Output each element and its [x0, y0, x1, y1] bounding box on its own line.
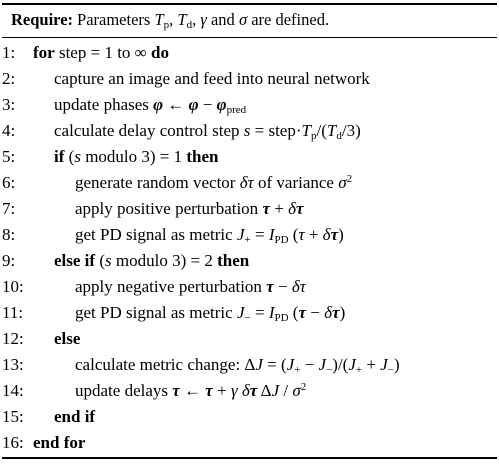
line-number: 9:	[2, 251, 16, 270]
algorithm-lines	[2, 40, 497, 456]
algorithm-line	[2, 352, 497, 378]
algorithm-line	[2, 144, 497, 170]
line-number: 16:	[2, 433, 24, 452]
line-number: 15:	[2, 407, 24, 426]
algorithm-line	[2, 40, 497, 66]
algorithm-line	[2, 274, 497, 300]
line-number: 11:	[2, 303, 24, 322]
algorithm-line	[2, 170, 497, 196]
algorithm-line	[2, 92, 497, 118]
line-text: end if	[54, 407, 96, 426]
line-text: get PD signal as metric $J_- = I_{PD}$ (τ − δτ)	[75, 303, 346, 324]
line-text: if (s modulo 3) = 1 then	[54, 147, 219, 166]
line-number: 10:	[2, 277, 24, 296]
algorithm-line	[2, 118, 497, 144]
algorithm-line	[2, 248, 497, 274]
line-text: for step = 1 to ∞ do	[33, 43, 170, 62]
algorithm-line	[2, 196, 497, 222]
line-text: else if (s modulo 3) = 2 then	[54, 251, 250, 270]
line-number: 5:	[2, 147, 16, 166]
line-text: capture an image and feed into neural network	[54, 69, 370, 88]
line-number: 12:	[2, 329, 24, 348]
algorithm-line	[2, 326, 497, 352]
algorithm-line	[2, 222, 497, 248]
bottom-rule	[2, 457, 497, 459]
algorithm-line	[2, 66, 497, 92]
require-text: Parameters $T_p$, $T_d$, γ and σ are defined.	[77, 10, 330, 31]
line-text: apply negative perturbation τ − δτ	[75, 277, 306, 296]
line-text: else	[54, 329, 81, 348]
line-text: update phases φ ← $\varphi - \varphi_{pred}$	[54, 95, 247, 116]
line-text: apply positive perturbation τ + δτ	[75, 199, 304, 218]
line-number: 6:	[2, 173, 16, 192]
algorithm-box	[2, 3, 497, 459]
line-number: 14:	[2, 381, 24, 400]
line-text: end for	[33, 433, 86, 452]
line-text: calculate delay control step $s = step\cdot T_p/(T_d/3)$	[54, 121, 361, 142]
line-number: 8:	[2, 225, 16, 244]
require-line	[11, 9, 329, 31]
algorithm-line	[2, 300, 497, 326]
line-text: calculate metric change: $\Delta J = (J_+ - J_-)/(J_+ + J_-)$	[75, 355, 400, 376]
line-text: get PD signal as metric $J_+ = I_{PD}$ (τ + δτ)	[75, 225, 344, 246]
line-number: 2:	[2, 69, 16, 88]
line-number: 4:	[2, 121, 16, 140]
line-number: 1:	[2, 43, 16, 62]
algorithm-line	[2, 404, 497, 430]
line-number: 7:	[2, 199, 16, 218]
algorithm-line	[2, 430, 497, 456]
line-number: 13:	[2, 355, 24, 374]
header-rule	[2, 37, 497, 38]
line-text: update delays τ ← τ + γ δτ ΔJ / $\sigma^2$	[75, 381, 307, 400]
line-number: 3:	[2, 95, 16, 114]
algorithm-line	[2, 378, 497, 404]
line-text: generate random vector δτ of variance $\sigma^2$	[75, 173, 353, 192]
require-label: Require:	[11, 10, 74, 29]
top-rule	[2, 3, 497, 5]
